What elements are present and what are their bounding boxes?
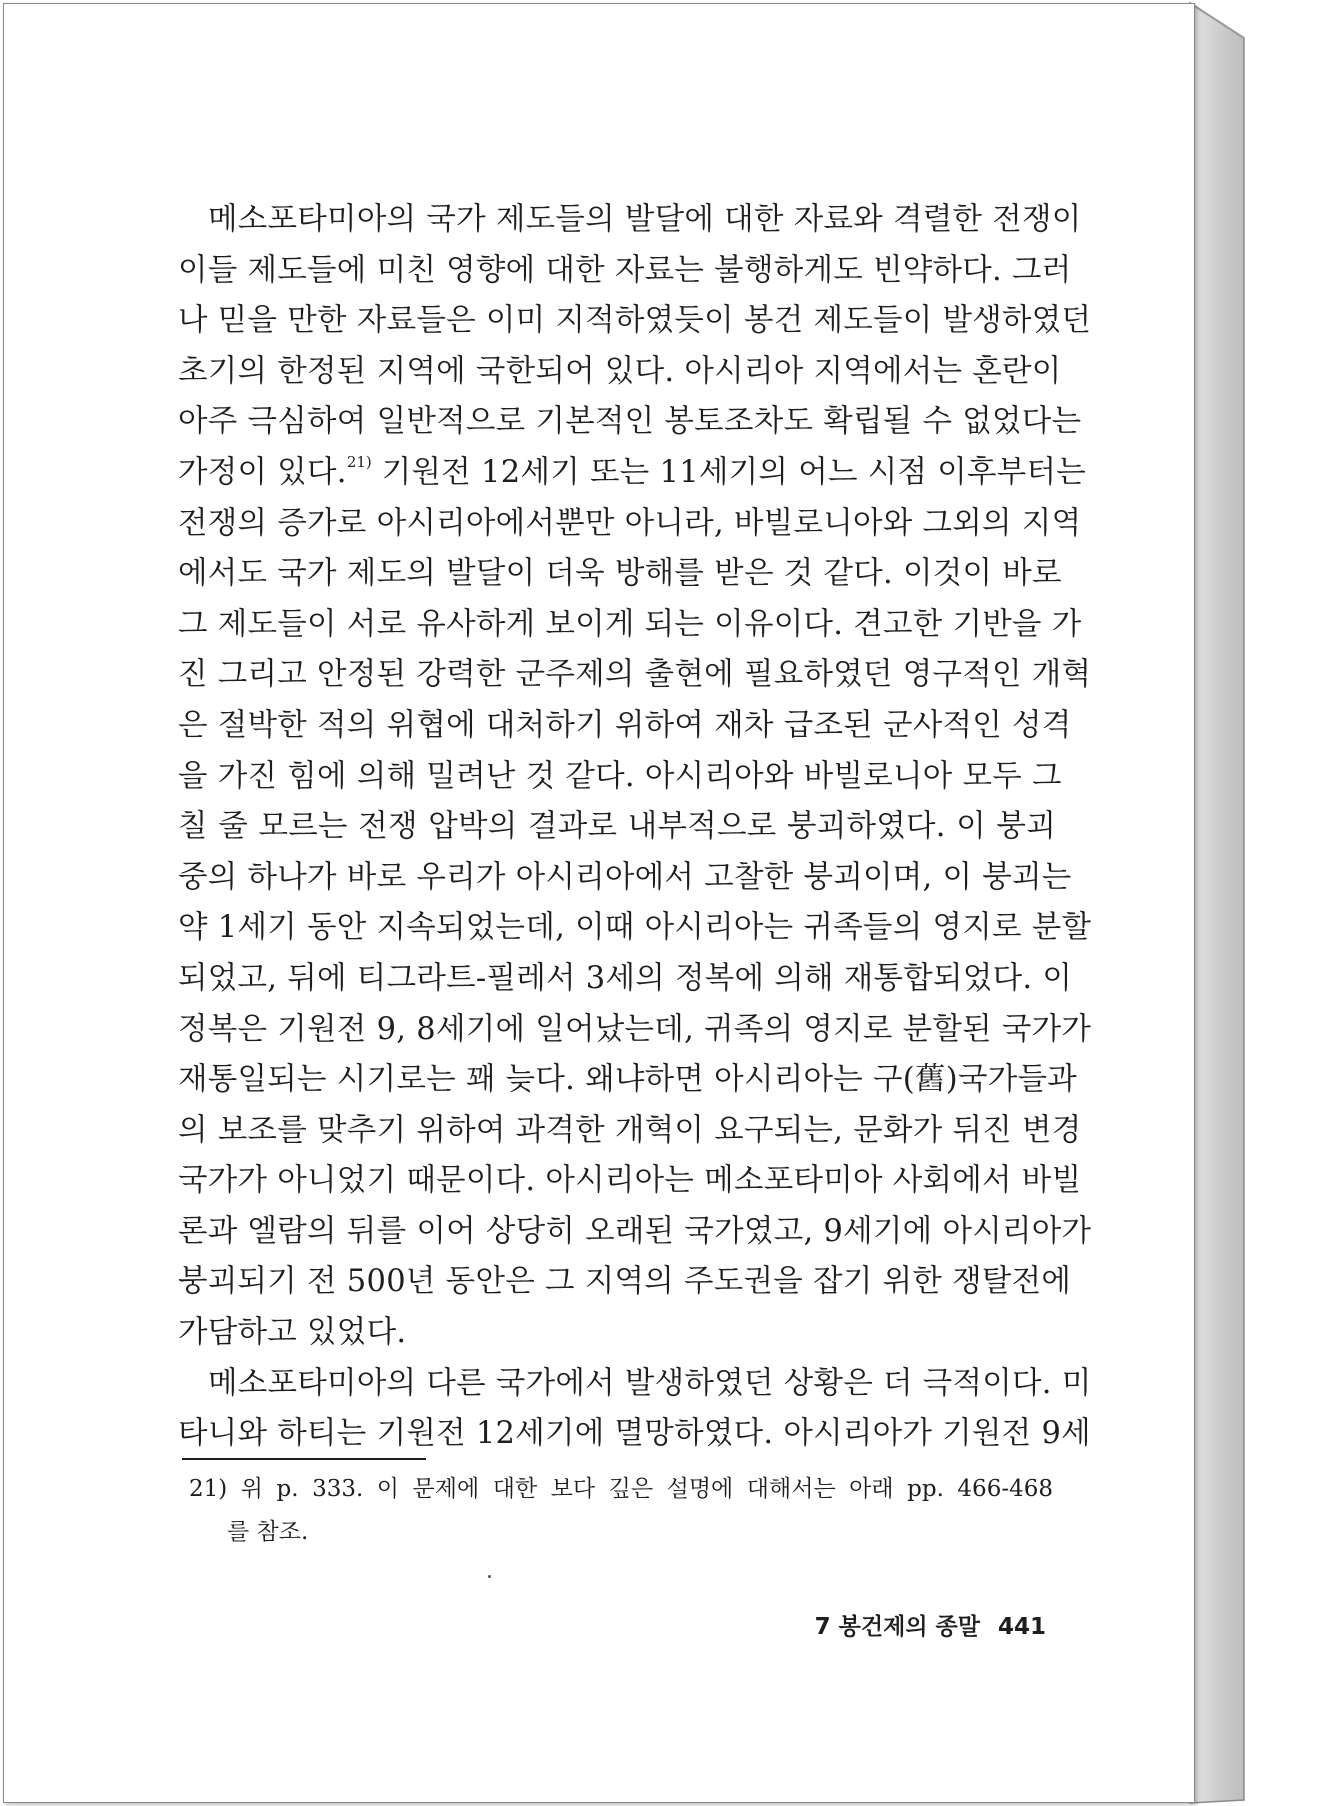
body-line: 의 보조를 맞추기 위하여 과격한 개혁이 요구되는, 문화가 뒤진 변경 [178, 1112, 1082, 1148]
scan-speck [488, 1575, 491, 1578]
body-line-text: 가정이 있다. [178, 454, 347, 490]
body-line: 나 믿을 만한 자료들은 이미 지적하였듯이 봉건 제도들이 발생하였던 [178, 303, 1092, 339]
body-line: 가담하고 있었다. [178, 1315, 407, 1351]
body-line: 론과 엘람의 뒤를 이어 상당히 오래된 국가였고, 9세기에 아시리아가 [178, 1213, 1092, 1249]
body-line: 붕괴되기 전 500년 동안은 그 지역의 주도권을 잡기 위한 쟁탈전에 [178, 1264, 1072, 1300]
footnote-reference: 21) [346, 452, 372, 471]
body-line: 국가가 아니었기 때문이다. 아시리아는 메소포타미아 사회에서 바빌 [178, 1163, 1082, 1199]
body-line: 메소포타미아의 다른 국가에서 발생하였던 상황은 더 극적이다. 미 [208, 1365, 1092, 1401]
body-line: 되었고, 뒤에 티그라트-필레서 3세의 정복에 의해 재통합되었다. 이 [178, 960, 1073, 996]
page-number: 441 [997, 1614, 1046, 1640]
body-line-text: 기원전 12세기 또는 11세기의 어느 시점 이후부터는 [371, 454, 1087, 490]
body-line: 메소포타미아의 국가 제도들의 발달에 대한 자료와 격렬한 전쟁이 [208, 202, 1082, 237]
body-line: 타니와 하티는 기원전 12세기에 멸망하였다. 아시리아가 기원전 9세 [178, 1416, 1091, 1452]
body-line: 은 절박한 적의 위협에 대처하기 위하여 재차 급조된 군사적인 성격 [178, 707, 1072, 743]
body-line: 에서도 국가 제도의 발달이 더욱 방해를 받은 것 같다. 이것이 바로 [178, 556, 1062, 592]
body-line: 약 1세기 동안 지속되었는데, 이때 아시리아는 귀족들의 영지로 분할 [178, 910, 1092, 946]
body-line: 아주 극심하여 일반적으로 기본적인 봉토조차도 확립될 수 없었다는 [178, 404, 1082, 440]
body-line: 초기의 한정된 지역에 국한되어 있다. 아시리아 지역에서는 혼란이 [178, 353, 1062, 389]
body-line: 그 제도들이 서로 유사하게 보이게 되는 이유이다. 견고한 기반을 가 [178, 606, 1082, 642]
body-line: 재통일되는 시기로는 꽤 늦다. 왜냐하면 아시리아는 구(舊)국가들과 [178, 1062, 1077, 1098]
footnote-line: 21) 위 p. 333. 이 문제에 대한 보다 깊은 설명에 대해서는 아래 pp. 466-468 [189, 1476, 1053, 1502]
body-line: 정복은 기원전 9, 8세기에 일어났는데, 귀족의 영지로 분할된 국가가 [178, 1011, 1092, 1047]
body-line: 칠 줄 모르는 전쟁 압박의 결과로 내부적으로 붕괴하였다. 이 붕괴 [178, 809, 1056, 845]
body-line: 을 가진 힘에 의해 밀려난 것 같다. 아시리아와 바빌로니아 모두 그 [178, 758, 1062, 794]
footnote [189, 1468, 1053, 1554]
body-line: 진 그리고 안정된 강력한 군주제의 출현에 필요하였던 영구적인 개혁 [178, 657, 1092, 693]
body-line: 전쟁의 증가로 아시리아에서뿐만 아니라, 바빌로니아와 그외의 지역 [178, 505, 1082, 541]
body-line [178, 448, 1087, 499]
body-line: 중의 하나가 바로 우리가 아시리아에서 고찰한 붕괴이며, 이 붕괴는 [178, 859, 1072, 895]
book-page-edges [1186, 0, 1336, 1806]
body-text [178, 195, 1092, 1460]
footnote-divider [182, 1458, 426, 1460]
body-line: 이들 제도들에 미친 영향에 대한 자료는 불행하게도 빈약하다. 그러 [178, 252, 1072, 288]
page-footer [815, 1608, 1046, 1641]
running-footer-chapter: 7 봉건제의 종말 [814, 1614, 980, 1640]
footnote-line: 를 참조. [227, 1519, 309, 1545]
